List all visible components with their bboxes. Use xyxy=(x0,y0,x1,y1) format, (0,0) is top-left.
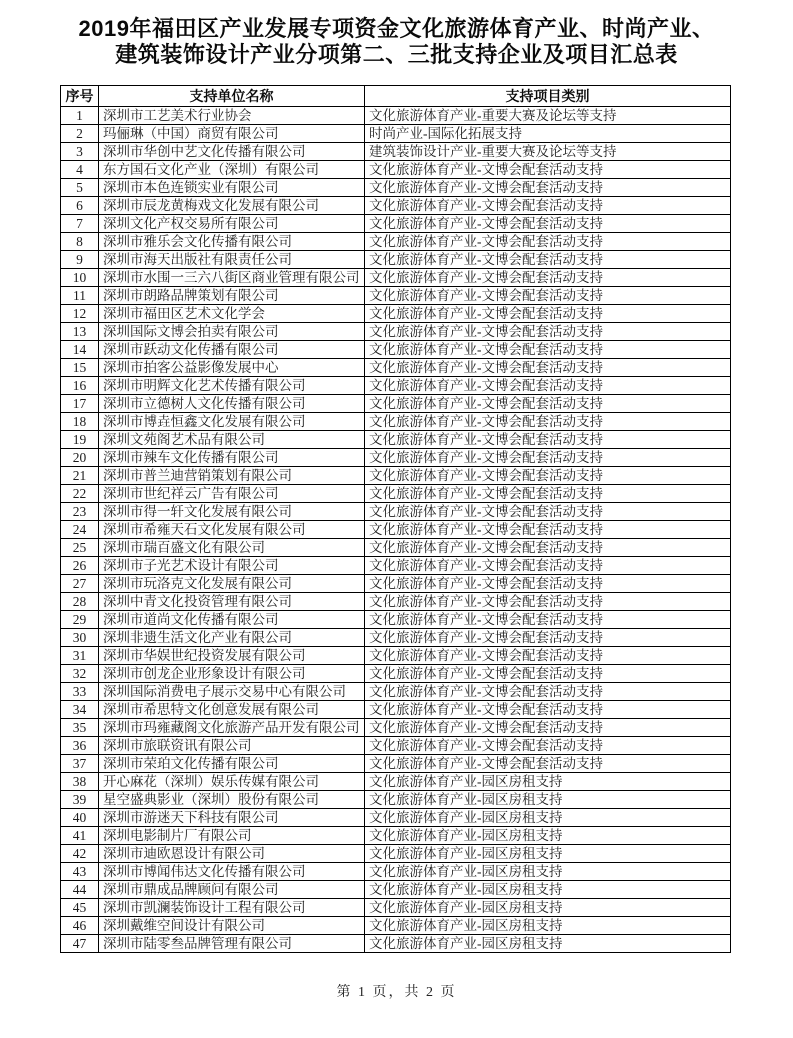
row-index-cell: 18 xyxy=(61,413,99,431)
row-index-cell: 28 xyxy=(61,593,99,611)
row-index-cell: 7 xyxy=(61,215,99,233)
table-row xyxy=(61,899,731,917)
table-row xyxy=(61,629,731,647)
company-name-cell: 东方国石文化产业（深圳）有限公司 xyxy=(99,161,365,179)
support-summary-table xyxy=(60,85,731,953)
project-category-cell: 文化旅游体育产业-园区房租支持 xyxy=(365,881,731,899)
row-index-cell: 37 xyxy=(61,755,99,773)
project-category-cell: 文化旅游体育产业-文博会配套活动支持 xyxy=(365,305,731,323)
company-name-cell: 开心麻花（深圳）娱乐传媒有限公司 xyxy=(99,773,365,791)
project-category-cell: 文化旅游体育产业-文博会配套活动支持 xyxy=(365,719,731,737)
project-category-cell: 文化旅游体育产业-文博会配套活动支持 xyxy=(365,377,731,395)
row-index-cell: 29 xyxy=(61,611,99,629)
project-category-cell: 文化旅游体育产业-文博会配套活动支持 xyxy=(365,269,731,287)
company-name-cell: 深圳文苑阁艺术品有限公司 xyxy=(99,431,365,449)
table-body xyxy=(61,107,731,953)
project-category-cell: 时尚产业-国际化拓展支持 xyxy=(365,125,731,143)
row-index-cell: 24 xyxy=(61,521,99,539)
row-index-cell: 35 xyxy=(61,719,99,737)
company-name-cell: 深圳市普兰迪营销策划有限公司 xyxy=(99,467,365,485)
project-category-cell: 文化旅游体育产业-文博会配套活动支持 xyxy=(365,683,731,701)
table-row xyxy=(61,863,731,881)
row-index-cell: 4 xyxy=(61,161,99,179)
row-index-cell: 23 xyxy=(61,503,99,521)
project-category-cell: 文化旅游体育产业-文博会配套活动支持 xyxy=(365,323,731,341)
table-row xyxy=(61,377,731,395)
project-category-cell: 文化旅游体育产业-文博会配套活动支持 xyxy=(365,251,731,269)
page-title-line2: 建筑装饰设计产业分项第二、三批支持企业及项目汇总表 xyxy=(115,42,678,67)
row-index-cell: 12 xyxy=(61,305,99,323)
company-name-cell: 深圳市工艺美术行业协会 xyxy=(99,107,365,125)
table-row xyxy=(61,737,731,755)
table-row xyxy=(61,665,731,683)
page-number: 第 1 页，共 2 页 xyxy=(336,985,457,1000)
project-category-cell: 文化旅游体育产业-文博会配套活动支持 xyxy=(365,413,731,431)
table-row xyxy=(61,251,731,269)
project-category-cell: 文化旅游体育产业-文博会配套活动支持 xyxy=(365,179,731,197)
row-index-cell: 40 xyxy=(61,809,99,827)
table-row xyxy=(61,431,731,449)
project-category-cell: 文化旅游体育产业-文博会配套活动支持 xyxy=(365,629,731,647)
table-row xyxy=(61,107,731,125)
project-category-cell: 文化旅游体育产业-文博会配套活动支持 xyxy=(365,701,731,719)
project-category-cell: 文化旅游体育产业-文博会配套活动支持 xyxy=(365,539,731,557)
row-index-cell: 34 xyxy=(61,701,99,719)
row-index-cell: 46 xyxy=(61,917,99,935)
project-category-cell: 文化旅游体育产业-文博会配套活动支持 xyxy=(365,215,731,233)
row-index-cell: 21 xyxy=(61,467,99,485)
table-row xyxy=(61,611,731,629)
company-name-cell: 深圳国际消费电子展示交易中心有限公司 xyxy=(99,683,365,701)
table-row xyxy=(61,143,731,161)
company-name-cell: 深圳中青文化投资管理有限公司 xyxy=(99,593,365,611)
company-name-cell: 深圳市凯澜装饰设计工程有限公司 xyxy=(99,899,365,917)
project-category-cell: 文化旅游体育产业-园区房租支持 xyxy=(365,899,731,917)
row-index-cell: 10 xyxy=(61,269,99,287)
table-row xyxy=(61,269,731,287)
table-row xyxy=(61,773,731,791)
company-name-cell: 深圳市创龙企业形象设计有限公司 xyxy=(99,665,365,683)
table-row xyxy=(61,593,731,611)
row-index-cell: 32 xyxy=(61,665,99,683)
row-index-cell: 2 xyxy=(61,125,99,143)
row-index-cell: 9 xyxy=(61,251,99,269)
company-name-cell: 深圳市道尚文化传播有限公司 xyxy=(99,611,365,629)
project-category-cell: 文化旅游体育产业-文博会配套活动支持 xyxy=(365,287,731,305)
table-row xyxy=(61,647,731,665)
project-category-cell: 文化旅游体育产业-园区房租支持 xyxy=(365,863,731,881)
table-row xyxy=(61,287,731,305)
page-title-line1: 2019年福田区产业发展专项资金文化旅游体育产业、时尚产业、 xyxy=(78,16,715,41)
project-category-cell: 文化旅游体育产业-文博会配套活动支持 xyxy=(365,503,731,521)
company-name-cell: 深圳市陆零叁品牌管理有限公司 xyxy=(99,935,365,953)
page-title xyxy=(36,16,757,68)
table-row xyxy=(61,557,731,575)
row-index-cell: 20 xyxy=(61,449,99,467)
table-row xyxy=(61,179,731,197)
company-name-cell: 深圳市荣珀文化传播有限公司 xyxy=(99,755,365,773)
table-row xyxy=(61,197,731,215)
header-company-name: 支持单位名称 xyxy=(99,86,365,107)
table-row xyxy=(61,719,731,737)
company-name-cell: 深圳市瑞百盛文化有限公司 xyxy=(99,539,365,557)
project-category-cell: 文化旅游体育产业-文博会配套活动支持 xyxy=(365,431,731,449)
project-category-cell: 文化旅游体育产业-文博会配套活动支持 xyxy=(365,593,731,611)
company-name-cell: 深圳市立德树人文化传播有限公司 xyxy=(99,395,365,413)
table-row xyxy=(61,233,731,251)
company-name-cell: 深圳文化产权交易所有限公司 xyxy=(99,215,365,233)
project-category-cell: 文化旅游体育产业-园区房租支持 xyxy=(365,845,731,863)
row-index-cell: 22 xyxy=(61,485,99,503)
table-row xyxy=(61,917,731,935)
table-row xyxy=(61,791,731,809)
table-row xyxy=(61,161,731,179)
row-index-cell: 44 xyxy=(61,881,99,899)
project-category-cell: 文化旅游体育产业-文博会配套活动支持 xyxy=(365,647,731,665)
project-category-cell: 文化旅游体育产业-文博会配套活动支持 xyxy=(365,341,731,359)
project-category-cell: 文化旅游体育产业-文博会配套活动支持 xyxy=(365,395,731,413)
table-row xyxy=(61,449,731,467)
row-index-cell: 31 xyxy=(61,647,99,665)
project-category-cell: 文化旅游体育产业-文博会配套活动支持 xyxy=(365,359,731,377)
company-name-cell: 深圳市辣车文化传播有限公司 xyxy=(99,449,365,467)
table-row xyxy=(61,215,731,233)
project-category-cell: 文化旅游体育产业-文博会配套活动支持 xyxy=(365,611,731,629)
company-name-cell: 深圳国际文博会拍卖有限公司 xyxy=(99,323,365,341)
company-name-cell: 深圳市明辉文化艺术传播有限公司 xyxy=(99,377,365,395)
company-name-cell: 深圳市世纪祥云广告有限公司 xyxy=(99,485,365,503)
table-row xyxy=(61,755,731,773)
row-index-cell: 26 xyxy=(61,557,99,575)
company-name-cell: 深圳市迪欧恩设计有限公司 xyxy=(99,845,365,863)
project-category-cell: 文化旅游体育产业-文博会配套活动支持 xyxy=(365,521,731,539)
row-index-cell: 14 xyxy=(61,341,99,359)
company-name-cell: 星空盛典影业（深圳）股份有限公司 xyxy=(99,791,365,809)
company-name-cell: 深圳市雅乐会文化传播有限公司 xyxy=(99,233,365,251)
company-name-cell: 深圳市华娱世纪投资发展有限公司 xyxy=(99,647,365,665)
row-index-cell: 11 xyxy=(61,287,99,305)
row-index-cell: 47 xyxy=(61,935,99,953)
project-category-cell: 文化旅游体育产业-文博会配套活动支持 xyxy=(365,665,731,683)
row-index-cell: 43 xyxy=(61,863,99,881)
company-name-cell: 深圳市希思特文化创意发展有限公司 xyxy=(99,701,365,719)
row-index-cell: 39 xyxy=(61,791,99,809)
company-name-cell: 深圳市华创中艺文化传播有限公司 xyxy=(99,143,365,161)
table-row xyxy=(61,881,731,899)
project-category-cell: 文化旅游体育产业-文博会配套活动支持 xyxy=(365,233,731,251)
project-category-cell: 文化旅游体育产业-文博会配套活动支持 xyxy=(365,755,731,773)
company-name-cell: 深圳市水围一三六八街区商业管理有限公司 xyxy=(99,269,365,287)
table-row xyxy=(61,485,731,503)
company-name-cell: 深圳市朗路品牌策划有限公司 xyxy=(99,287,365,305)
company-name-cell: 深圳市福田区艺术文化学会 xyxy=(99,305,365,323)
project-category-cell: 文化旅游体育产业-文博会配套活动支持 xyxy=(365,737,731,755)
table-row xyxy=(61,413,731,431)
project-category-cell: 建筑装饰设计产业-重要大赛及论坛等支持 xyxy=(365,143,731,161)
table-row xyxy=(61,341,731,359)
table-row xyxy=(61,845,731,863)
row-index-cell: 1 xyxy=(61,107,99,125)
row-index-cell: 27 xyxy=(61,575,99,593)
company-name-cell: 深圳戴维空间设计有限公司 xyxy=(99,917,365,935)
row-index-cell: 8 xyxy=(61,233,99,251)
project-category-cell: 文化旅游体育产业-文博会配套活动支持 xyxy=(365,467,731,485)
table-row xyxy=(61,701,731,719)
company-name-cell: 深圳市鼎成品牌顾问有限公司 xyxy=(99,881,365,899)
row-index-cell: 30 xyxy=(61,629,99,647)
table-row xyxy=(61,539,731,557)
row-index-cell: 42 xyxy=(61,845,99,863)
project-category-cell: 文化旅游体育产业-重要大赛及论坛等支持 xyxy=(365,107,731,125)
table-row xyxy=(61,467,731,485)
company-name-cell: 深圳市玩洛克文化发展有限公司 xyxy=(99,575,365,593)
row-index-cell: 45 xyxy=(61,899,99,917)
company-name-cell: 深圳电影制片厂有限公司 xyxy=(99,827,365,845)
table-row xyxy=(61,575,731,593)
company-name-cell: 玛俪琳（中国）商贸有限公司 xyxy=(99,125,365,143)
header-index: 序号 xyxy=(61,86,99,107)
project-category-cell: 文化旅游体育产业-园区房租支持 xyxy=(365,917,731,935)
row-index-cell: 15 xyxy=(61,359,99,377)
row-index-cell: 33 xyxy=(61,683,99,701)
row-index-cell: 36 xyxy=(61,737,99,755)
company-name-cell: 深圳市玛雍藏阁文化旅游产品开发有限公司 xyxy=(99,719,365,737)
project-category-cell: 文化旅游体育产业-文博会配套活动支持 xyxy=(365,161,731,179)
table-header-row xyxy=(61,86,731,107)
row-index-cell: 13 xyxy=(61,323,99,341)
table-row xyxy=(61,809,731,827)
project-category-cell: 文化旅游体育产业-文博会配套活动支持 xyxy=(365,575,731,593)
table-row xyxy=(61,503,731,521)
company-name-cell: 深圳非遗生活文化产业有限公司 xyxy=(99,629,365,647)
company-name-cell: 深圳市拍客公益影像发展中心 xyxy=(99,359,365,377)
table-row xyxy=(61,827,731,845)
company-name-cell: 深圳市辰龙黄梅戏文化发展有限公司 xyxy=(99,197,365,215)
row-index-cell: 3 xyxy=(61,143,99,161)
project-category-cell: 文化旅游体育产业-园区房租支持 xyxy=(365,827,731,845)
company-name-cell: 深圳市子光艺术设计有限公司 xyxy=(99,557,365,575)
company-name-cell: 深圳市博垚恒鑫文化发展有限公司 xyxy=(99,413,365,431)
project-category-cell: 文化旅游体育产业-园区房租支持 xyxy=(365,935,731,953)
table-row xyxy=(61,683,731,701)
project-category-cell: 文化旅游体育产业-文博会配套活动支持 xyxy=(365,557,731,575)
table-row xyxy=(61,935,731,953)
row-index-cell: 6 xyxy=(61,197,99,215)
table-row xyxy=(61,323,731,341)
company-name-cell: 深圳市跃动文化传播有限公司 xyxy=(99,341,365,359)
project-category-cell: 文化旅游体育产业-园区房租支持 xyxy=(365,809,731,827)
company-name-cell: 深圳市得一轩文化发展有限公司 xyxy=(99,503,365,521)
table-row xyxy=(61,359,731,377)
project-category-cell: 文化旅游体育产业-文博会配套活动支持 xyxy=(365,197,731,215)
row-index-cell: 5 xyxy=(61,179,99,197)
table-row xyxy=(61,521,731,539)
company-name-cell: 深圳市博闻伟达文化传播有限公司 xyxy=(99,863,365,881)
table-row xyxy=(61,305,731,323)
project-category-cell: 文化旅游体育产业-文博会配套活动支持 xyxy=(365,485,731,503)
header-project-category: 支持项目类别 xyxy=(365,86,731,107)
row-index-cell: 25 xyxy=(61,539,99,557)
company-name-cell: 深圳市旅联资讯有限公司 xyxy=(99,737,365,755)
table-row xyxy=(61,395,731,413)
row-index-cell: 17 xyxy=(61,395,99,413)
table-row xyxy=(61,125,731,143)
row-index-cell: 38 xyxy=(61,773,99,791)
project-category-cell: 文化旅游体育产业-文博会配套活动支持 xyxy=(365,449,731,467)
company-name-cell: 深圳市本色连锁实业有限公司 xyxy=(99,179,365,197)
project-category-cell: 文化旅游体育产业-园区房租支持 xyxy=(365,791,731,809)
company-name-cell: 深圳市海天出版社有限责任公司 xyxy=(99,251,365,269)
row-index-cell: 41 xyxy=(61,827,99,845)
company-name-cell: 深圳市游迷天下科技有限公司 xyxy=(99,809,365,827)
row-index-cell: 16 xyxy=(61,377,99,395)
company-name-cell: 深圳市希雍天石文化发展有限公司 xyxy=(99,521,365,539)
project-category-cell: 文化旅游体育产业-园区房租支持 xyxy=(365,773,731,791)
row-index-cell: 19 xyxy=(61,431,99,449)
